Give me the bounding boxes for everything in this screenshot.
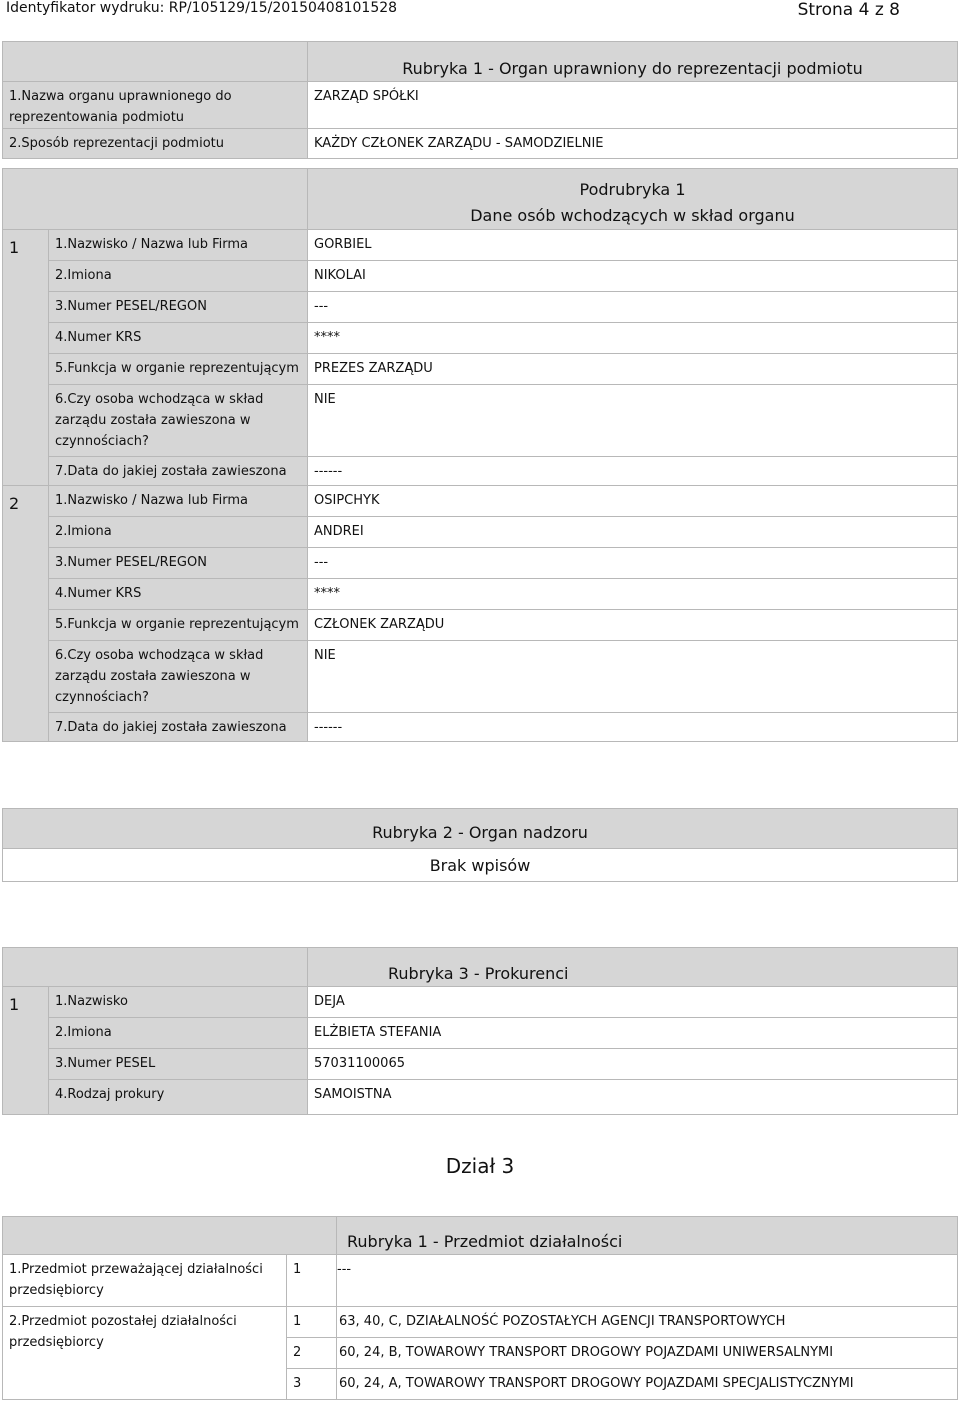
other-activity-value: 63, 40, C, DZIAŁALNOŚĆ POZOSTAŁYCH AGENCJI TRANSPORTOWYCH	[337, 1307, 958, 1338]
person-field-label: 4.Numer KRS	[49, 323, 308, 354]
rubryka2-table	[2, 808, 958, 882]
person-field-value: ANDREI	[308, 517, 958, 548]
person-field-value: PREZES ZARZĄDU	[308, 354, 958, 385]
print-identifier: Identyfikator wydruku: RP/105129/15/20150408101528	[6, 0, 398, 16]
person-field-value: ------	[308, 713, 958, 742]
representation-value: KAŻDY CZŁONEK ZARZĄDU - SAMODZIELNIE	[308, 129, 958, 159]
prokurent-field-label: 4.Rodzaj prokury	[49, 1080, 308, 1115]
person-field-value: ****	[308, 323, 958, 354]
main-activity-label: 1.Przedmiot przeważającej działalności przedsiębiorcy	[3, 1255, 287, 1307]
podrubryka-title: Podrubryka 1	[579, 180, 686, 199]
rubryka2-empty: Brak wpisów	[3, 849, 958, 882]
person-field-value: ---	[308, 292, 958, 323]
person-field-label: 6.Czy osoba wchodząca w skład zarządu została zawieszona w czynnościach?	[49, 641, 308, 713]
person-field-value: NIE	[308, 385, 958, 457]
prokurent-index: 1	[3, 987, 49, 1115]
person-field-label: 2.Imiona	[49, 517, 308, 548]
person-field-label: 5.Funkcja w organie reprezentującym	[49, 354, 308, 385]
person-field-label: 3.Numer PESEL/REGON	[49, 548, 308, 579]
person-field-value: CZŁONEK ZARZĄDU	[308, 610, 958, 641]
rubryka3-title: Rubryka 3 - Prokurenci	[308, 948, 958, 987]
person-field-value: OSIPCHYK	[308, 486, 958, 517]
other-activity-value: 60, 24, B, TOWAROWY TRANSPORT DROGOWY POJAZDAMI UNIWERSALNYMI	[337, 1338, 958, 1369]
prokurent-field-label: 2.Imiona	[49, 1018, 308, 1049]
main-activity-index: 1	[287, 1255, 337, 1307]
person-field-label: 2.Imiona	[49, 261, 308, 292]
dzial3-rubryka1-title: Rubryka 1 - Przedmiot działalności	[337, 1217, 958, 1255]
person-field-value: NIE	[308, 641, 958, 713]
prokurent-field-value: ELŻBIETA STEFANIA	[308, 1018, 958, 1049]
person-field-value: GORBIEL	[308, 230, 958, 261]
person-field-value: NIKOLAI	[308, 261, 958, 292]
other-activity-index: 1	[287, 1307, 337, 1338]
person-index: 2	[3, 486, 49, 742]
person-field-label: 6.Czy osoba wchodząca w skład zarządu została zawieszona w czynnościach?	[49, 385, 308, 457]
rubryka2-title: Rubryka 2 - Organ nadzoru	[3, 809, 958, 849]
podrubryka1-table	[2, 168, 958, 742]
other-activity-index: 3	[287, 1369, 337, 1400]
person-field-value: ---	[308, 548, 958, 579]
rubryka3-table	[2, 947, 958, 1115]
representation-label: 2.Sposób reprezentacji podmiotu	[3, 129, 308, 159]
person-field-label: 1.Nazwisko / Nazwa lub Firma	[49, 230, 308, 261]
other-activity-index: 2	[287, 1338, 337, 1369]
person-index: 1	[3, 230, 49, 486]
dzial3-rubryka1-table	[2, 1216, 958, 1400]
person-field-label: 7.Data do jakiej została zawieszona	[49, 713, 308, 742]
prokurent-field-value: 57031100065	[308, 1049, 958, 1080]
person-field-label: 4.Numer KRS	[49, 579, 308, 610]
organ-name-label: 1.Nazwa organu uprawnionego do reprezentowania podmiotu	[3, 82, 308, 129]
person-field-label: 7.Data do jakiej została zawieszona	[49, 457, 308, 486]
person-field-label: 1.Nazwisko / Nazwa lub Firma	[49, 486, 308, 517]
prokurent-field-label: 3.Numer PESEL	[49, 1049, 308, 1080]
rubryka1-table	[2, 41, 958, 159]
person-field-value: ****	[308, 579, 958, 610]
prokurent-field-value: SAMOISTNA	[308, 1080, 958, 1115]
person-field-label: 3.Numer PESEL/REGON	[49, 292, 308, 323]
main-activity-value: ---	[337, 1255, 958, 1307]
rubryka1-title: Rubryka 1 - Organ uprawniony do reprezentacji podmiotu	[308, 42, 958, 82]
prokurent-field-value: DEJA	[308, 987, 958, 1018]
organ-name-value: ZARZĄD SPÓŁKI	[308, 82, 958, 129]
dzial3-title: Dział 3	[445, 1154, 515, 1178]
prokurent-field-label: 1.Nazwisko	[49, 987, 308, 1018]
other-activity-value: 60, 24, A, TOWAROWY TRANSPORT DROGOWY POJAZDAMI SPECJALISTYCZNYMI	[337, 1369, 958, 1400]
podrubryka-subtitle: Dane osób wchodzących w skład organu	[470, 206, 795, 225]
person-field-label: 5.Funkcja w organie reprezentującym	[49, 610, 308, 641]
podrubryka-header	[308, 169, 958, 230]
page-number: Strona 4 z 8	[797, 0, 900, 20]
other-activity-label: 2.Przedmiot pozostałej działalności przedsiębiorcy	[3, 1307, 287, 1400]
person-field-value: ------	[308, 457, 958, 486]
